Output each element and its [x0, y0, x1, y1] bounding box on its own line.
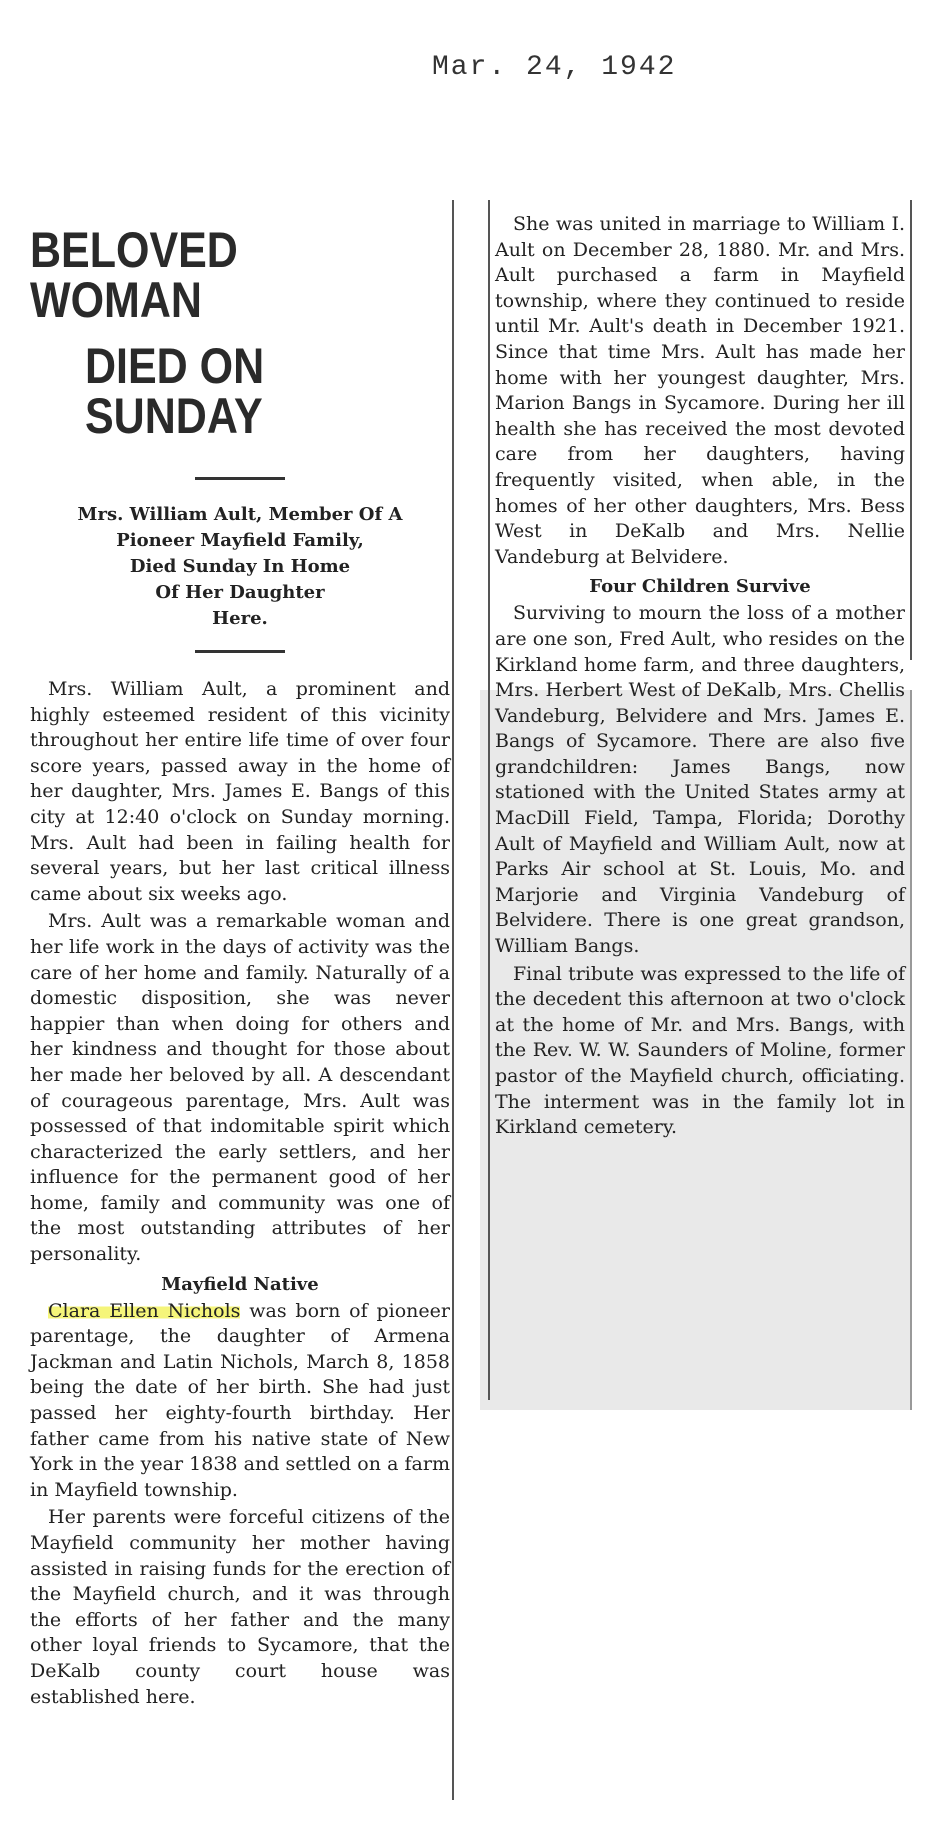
right-column: [495, 212, 905, 1143]
deck-line: Died Sunday In Home: [129, 556, 351, 577]
paragraph-final-tribute: Final tribute was expressed to the life of the decedent this afternoon at two o'clock at the home of Mr. and Mrs. Bangs, with the Rev. W. W. Saunders of Moline, former pastor of the Mayfield church, officiating. The interment was in the family lot in Kirkland cemetery.: [495, 962, 905, 1139]
subhead-four-children: Four Children Survive: [589, 576, 811, 598]
deck-line: Pioneer Mayfield Family,: [116, 530, 364, 551]
paragraph-opening: Mrs. William Ault, a prominent and highly esteemed resident of this vicinity throughout her entire life time of over four score years, passed away in the home of her daughter, Mrs. James E. Bangs of this city at 12:40 o'clock on Sunday morning. Mrs. Ault had been in failing health for several years, but her last critical illness came about six weeks ago.: [30, 678, 450, 905]
deck-line: Of Her Daughter: [155, 582, 325, 603]
clipping-date: Mar. 24, 1942: [432, 52, 677, 83]
paragraph-birth-text: was born of pioneer parentage, the daughter of Armena Jackman and Latin Nichols, March 8, 1858 being the date of her birth. She had just passed her eighty-fourth birthday. Her father came from his native state of New York in the year 1838 and settled on a farm in Mayfield township.: [30, 1299, 450, 1501]
paragraph-marriage: She was united in marriage to William I. Ault on December 28, 1880. Mr. and Mrs. Ault purchased a farm in Mayfield township, where they continued to reside until Mr. Ault's death in December 1921. Since that time Mrs. Ault has made her home with her youngest daughter, Mrs. Marion Bangs in Sycamore. During her ill health she has received the most devoted care from her daughters, having frequently visited, when able, in the homes of her other daughters, Mrs. Bess West in DeKalb and Mrs. Nellie Vandeburg at Belvidere.: [495, 213, 905, 568]
column-rule-right-outer: [910, 200, 912, 660]
left-column: [30, 222, 450, 1712]
column-rule-left: [452, 200, 454, 1800]
deck-line: Mrs. William Ault, Member Of A: [77, 504, 403, 525]
paragraph-birth: [30, 1299, 450, 1504]
subhead-mayfield-native: Mayfield Native: [161, 1273, 319, 1295]
deck-line: Here.: [212, 608, 268, 629]
paragraph-parents: Her parents were forceful citizens of the Mayfield community her mother having assisted in raising funds for the erection of the Mayfield church, and it was through the efforts of her father and the many other loyal friends to Sycamore, that the DeKalb county court house was established here.: [30, 1506, 450, 1708]
headline-line-1: BELOVED WOMAN: [30, 222, 238, 328]
highlighted-name: Clara Ellen Nichols: [48, 1299, 241, 1322]
column-rule-right-inner: [488, 200, 490, 1400]
paragraph-character: Mrs. Ault was a remarkable woman and her life work in the days of activity was the care of her home and family. Naturally of a domestic disposition, she was never happier than when doing for others and her kindness and thought for those about her made her beloved by all. A descendant of courageous parentage, Mrs. Ault was possessed of that indomitable spirit which characterized the early settlers, and her influence for the permanent good of her home, family and community was one of the most outstanding attributes of her personality.: [30, 910, 450, 1266]
deck: [50, 502, 430, 632]
deck-rule: [195, 650, 285, 653]
headline-rule: [195, 477, 285, 480]
headline-line-2: DIED ON SUNDAY: [85, 338, 265, 444]
paragraph-survivors: Surviving to mourn the loss of a mother are one son, Fred Ault, who resides on the Kirkland home farm, and three daughters, Mrs. Herbert West of DeKalb, Mrs. Chellis Vandeburg, Belvidere and Mrs. James E. Bangs of Sycamore. There are also five grandchildren: James Bangs, now stationed with the United States army at MacDill Field, Tampa, Florida; Dorothy Ault of Mayfield and William Ault, now at Parks Air school at St. Louis, Mo. and Marjorie and Virginia Vandeburg of Belvidere. There is one great grandson, William Bangs.: [495, 602, 905, 958]
